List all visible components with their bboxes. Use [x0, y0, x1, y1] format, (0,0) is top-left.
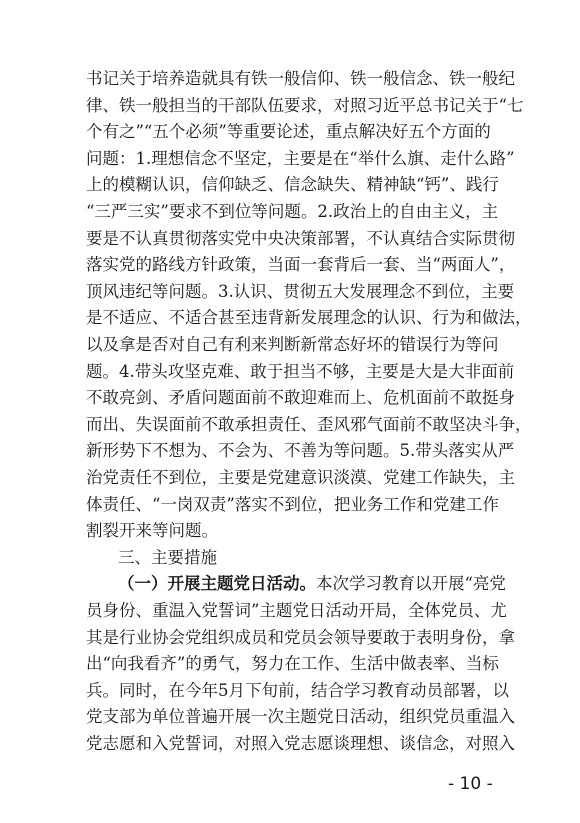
body-text-line: 上的模糊认识，信仰缺乏、信念缺失、精神缺“钙”、践行: [86, 175, 499, 195]
body-text-line: 新形势下不想为、不会为、不善为等问题。5.带头落实从严: [86, 441, 515, 461]
subheading-title: （一）开展主题党日活动。: [118, 574, 316, 594]
body-text-line: 割裂开来等问题。: [86, 521, 218, 541]
body-text-line: 题。4.带头攻坚克难、敢于担当不够，主要是大是大非面前: [86, 361, 515, 381]
subheading-line: [118, 571, 506, 598]
body-text-line: 而出、失误面前不敢承担责任、歪风邪气面前不敢坚决斗争，: [86, 414, 532, 434]
body-text-line: 要是不认真贯彻落实党中央决策部署，不认真结合实际贯彻: [86, 228, 515, 248]
body-text-line: 顶风违纪等问题。3.认识、贯彻五大发展理念不到位，主要: [86, 281, 515, 301]
body-text-line: 落实党的路线方针政策，当面一套背后一套、当“两面人”，: [86, 255, 516, 275]
body-text-line: 律、铁一般担当的干部队伍要求，对照习近平总书记关于“七: [86, 95, 524, 115]
body-text-line: 以及拿是否对自己有利来判断新常态好坏的错误行为等问: [86, 335, 499, 354]
body-text-line: 出“向我看齐”的勇气，努力在工作、生活中做表率、当标: [86, 654, 499, 674]
body-text-line: 其是行业协会党组织成员和党员会领导要敢于表明身份，拿: [86, 627, 515, 647]
subheading-text: 本次学习教育以开展“亮党: [316, 574, 506, 594]
body-text-line: 体责任、“一岗双责”落实不到位，把业务工作和党建工作: [86, 494, 499, 514]
body-text-line: 党志愿和入党誓词，对照入党志愿谈理想、谈信念，对照入: [86, 734, 515, 753]
body-text-line: 是不适应、不适合甚至违背新发展理念的认识、行为和做法，: [86, 308, 532, 328]
section-heading: 三、主要措施: [118, 547, 217, 567]
body-text-line: 兵。同时，在今年5月下旬前，结合学习教育动员部署，以: [86, 680, 509, 700]
body-text-line: 员身份、重温入党誓词”主题党日活动开局，全体党员、尤: [86, 601, 507, 620]
body-text-line: “三严三实”要求不到位等问题。2.政治上的自由主义，主: [86, 202, 499, 221]
body-text-line: 书记关于培养造就具有铁一般信仰、铁一般信念、铁一般纪: [86, 69, 515, 88]
body-text-line: 治党责任不到位，主要是党建意识淡漠、党建工作缺失，主: [86, 468, 515, 487]
body-text-line: 问题：1.理想信念不坚定，主要是在“举什么旗、走什么路”: [86, 148, 515, 168]
body-text-line: 个有之”“五个必须”等重要论述，重点解决好五个方面的: [86, 122, 491, 142]
page-number: - 10 -: [448, 774, 493, 794]
body-text-line: 党支部为单位普遍开展一次主题党日活动，组织党员重温入: [86, 707, 515, 727]
body-text-line: 不敢亮剑、矛盾问题面前不敢迎难而上、危机面前不敢挺身: [86, 388, 515, 408]
